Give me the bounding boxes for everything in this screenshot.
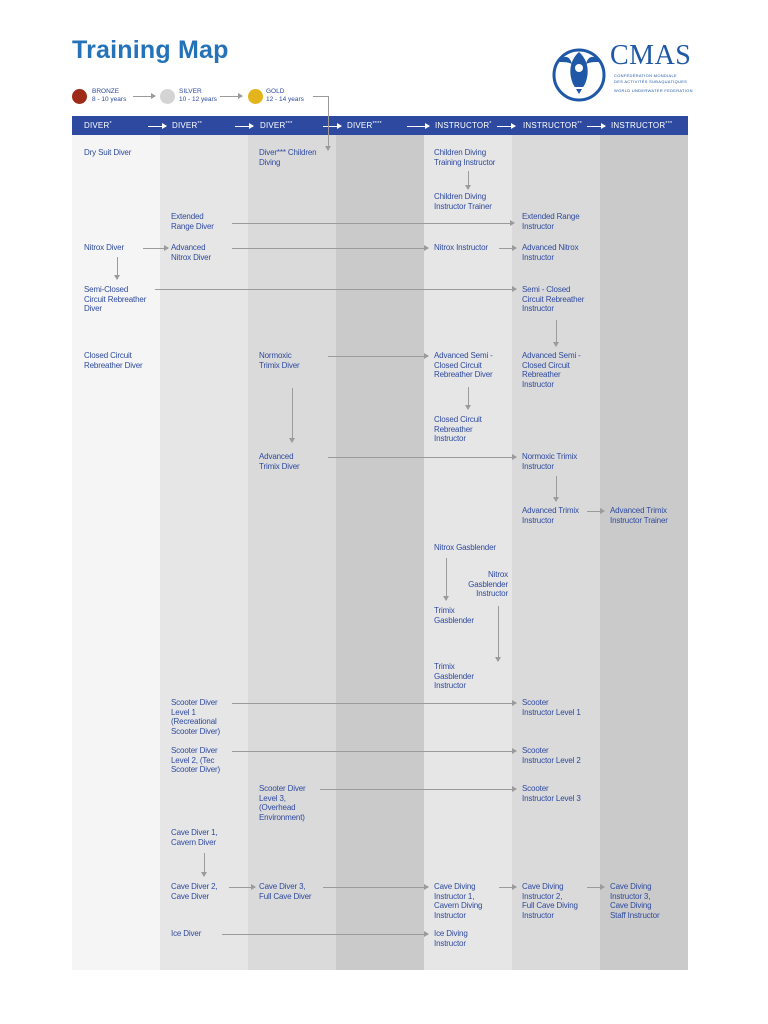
level-label-instructor-1: INSTRUCTOR* (435, 121, 492, 130)
connector-semi-closed-instructor-to-advanced (556, 320, 557, 346)
course-ice-diver: Ice Diver (171, 929, 202, 938)
course-advanced-semi-closed-rebreather-instructor: Advanced Semi - Closed Circuit Rebreather Instructor (522, 351, 581, 389)
silver-label: SILVER (179, 88, 202, 95)
level-label-instructor-3: INSTRUCTOR*** (611, 121, 673, 130)
connector-cave-1-to-cave-2 (204, 853, 205, 876)
connector-nitrox-gas-instr-to-trimix-gas-instr (498, 606, 499, 661)
course-semi-closed-rebreather-diver: Semi-Closed Circuit Rebreather Diver (84, 285, 147, 314)
course-advanced-trimix-instructor-trainer: Advanced Trimix Instructor Trainer (610, 506, 668, 525)
connector-nitrox-to-advanced-nitrox (143, 248, 168, 249)
connector-advanced-trimix-to-instructor (328, 457, 516, 458)
course-extended-range-diver: Extended Range Diver (171, 212, 214, 231)
course-nitrox-gasblender-instructor: Nitrox Gasblender Instructor (468, 570, 508, 599)
gold-ages: 12 - 14 years (266, 96, 304, 103)
course-cave-diving-instructor-2: Cave Diving Instructor 2, Full Cave Diving Instructor (522, 882, 578, 920)
course-cave-diver-1: Cave Diver 1, Cavern Diver (171, 828, 218, 847)
bronze-to-silver-arrow (133, 96, 155, 97)
column-diver-3 (248, 118, 336, 970)
course-closed-circuit-rebreather-instructor: Closed Circuit Rebreather Instructor (434, 415, 482, 444)
connector-normoxic-to-advanced-semi (328, 356, 428, 357)
bronze-label: BRONZE (92, 88, 120, 95)
course-advanced-trimix-diver: Advanced Trimix Diver (259, 452, 300, 471)
course-scooter-diver-level-1: Scooter Diver Level 1 (Recreational Scooter Diver) (171, 698, 221, 736)
course-nitrox-diver: Nitrox Diver (84, 243, 124, 252)
course-scooter-instructor-level-3: Scooter Instructor Level 3 (522, 784, 581, 803)
bronze-ages: 8 - 10 years (92, 96, 127, 103)
logo-subtitle-2: DES ACTIVITÉS SUBAQUATIQUES (614, 79, 688, 84)
connector-ice-diver-to-instructor (222, 934, 428, 935)
cmas-logo-text: CMAS (610, 40, 692, 71)
gold-medal-icon (248, 89, 263, 104)
column-diver-4 (336, 118, 424, 970)
header-arrow-5 (497, 126, 515, 127)
course-cave-diver-2: Cave Diver 2, Cave Diver (171, 882, 218, 901)
course-normoxic-trimix-diver: Normoxic Trimix Diver (259, 351, 300, 370)
level-label-diver-3: DIVER*** (260, 121, 293, 130)
logo-subtitle-1: CONFÉDÉRATION MONDIALE (614, 73, 677, 78)
silver-to-gold-arrow (220, 96, 242, 97)
course-trimix-gasblender-instructor: Trimix Gasblender Instructor (434, 662, 474, 691)
connector-nitrox-to-semi-closed (117, 257, 118, 279)
connector-semi-closed (155, 289, 516, 290)
connector-scooter-level-3 (320, 789, 516, 790)
course-advanced-nitrox-instructor: Advanced Nitrox Instructor (522, 243, 579, 262)
header-arrow-4 (407, 126, 429, 127)
course-children-diving-training-instructor: Children Diving Training Instructor (434, 148, 496, 167)
connector-extended-range (232, 223, 514, 224)
connector-advanced-semi-to-ccr-instructor (468, 387, 469, 409)
course-dry-suit-diver: Dry Suit Diver (84, 148, 132, 157)
gold-label: GOLD (266, 88, 285, 95)
connector-gold-elbow (313, 96, 328, 97)
course-extended-range-instructor: Extended Range Instructor (522, 212, 580, 231)
connector-advanced-trimix-to-trainer (587, 511, 604, 512)
course-diver3-children-diving: Diver*** Children Diving (259, 148, 317, 167)
connector-nitrox-instructor-to-advanced (499, 248, 516, 249)
course-children-diving-instructor-trainer: Children Diving Instructor Trainer (434, 192, 492, 211)
course-nitrox-gasblender: Nitrox Gasblender (434, 543, 496, 552)
connector-advanced-nitrox-to-instructor (232, 248, 428, 249)
connector-cave-2-to-cave-3 (229, 887, 255, 888)
cmas-logo-emblem (548, 42, 610, 104)
course-ice-diving-instructor: Ice Diving Instructor (434, 929, 468, 948)
course-closed-circuit-rebreather-diver: Closed Circuit Rebreather Diver (84, 351, 143, 370)
course-normoxic-trimix-instructor: Normoxic Trimix Instructor (522, 452, 578, 471)
course-advanced-trimix-instructor: Advanced Trimix Instructor (522, 506, 579, 525)
connector-cave-instr-2-to-3 (587, 887, 604, 888)
level-label-instructor-2: INSTRUCTOR** (523, 121, 582, 130)
silver-medal-icon (160, 89, 175, 104)
connector-children-training-to-trainer (468, 171, 469, 189)
connector-normoxic-to-advanced-trimix (292, 388, 293, 442)
course-scooter-diver-level-2: Scooter Diver Level 2, (Tec Scooter Diver) (171, 746, 221, 775)
course-cave-diving-instructor-3: Cave Diving Instructor 3, Cave Diving Staff Instructor (610, 882, 660, 920)
header-arrow-3 (323, 126, 341, 127)
header-arrow-1 (148, 126, 166, 127)
connector-scooter-level-2 (232, 751, 516, 752)
connector-gold-to-children-diving (328, 96, 329, 150)
level-label-diver-1: DIVER* (84, 121, 112, 130)
header-arrow-2 (235, 126, 253, 127)
course-nitrox-instructor: Nitrox Instructor (434, 243, 488, 252)
course-advanced-semi-closed-rebreather-diver: Advanced Semi - Closed Circuit Rebreather Diver (434, 351, 493, 380)
level-label-diver-2: DIVER** (172, 121, 203, 130)
logo-subtitle-3: WORLD UNDERWATER FEDERATION (614, 88, 693, 93)
connector-cave-3-to-instructor-1 (323, 887, 428, 888)
connector-cave-instr-1-to-2 (499, 887, 516, 888)
bronze-medal-icon (72, 89, 87, 104)
course-cave-diving-instructor-1: Cave Diving Instructor 1, Cavern Diving Instructor (434, 882, 483, 920)
course-scooter-instructor-level-1: Scooter Instructor Level 1 (522, 698, 581, 717)
course-trimix-gasblender: Trimix Gasblender (434, 606, 474, 625)
level-label-diver-4: DIVER**** (347, 121, 382, 130)
connector-scooter-level-1 (232, 703, 516, 704)
connector-normoxic-instructor-to-advanced (556, 476, 557, 501)
connector-nitrox-gas-to-trimix-gas (446, 558, 447, 600)
page-title: Training Map (72, 36, 229, 64)
course-scooter-diver-level-3: Scooter Diver Level 3, (Overhead Environment) (259, 784, 306, 822)
header-arrow-6 (587, 126, 605, 127)
silver-ages: 10 - 12 years (179, 96, 217, 103)
course-scooter-instructor-level-2: Scooter Instructor Level 2 (522, 746, 581, 765)
column-instructor-3 (600, 118, 688, 970)
course-cave-diver-3: Cave Diver 3, Full Cave Diver (259, 882, 312, 901)
course-advanced-nitrox-diver: Advanced Nitrox Diver (171, 243, 211, 262)
course-semi-closed-rebreather-instructor: Semi - Closed Circuit Rebreather Instructor (522, 285, 585, 314)
